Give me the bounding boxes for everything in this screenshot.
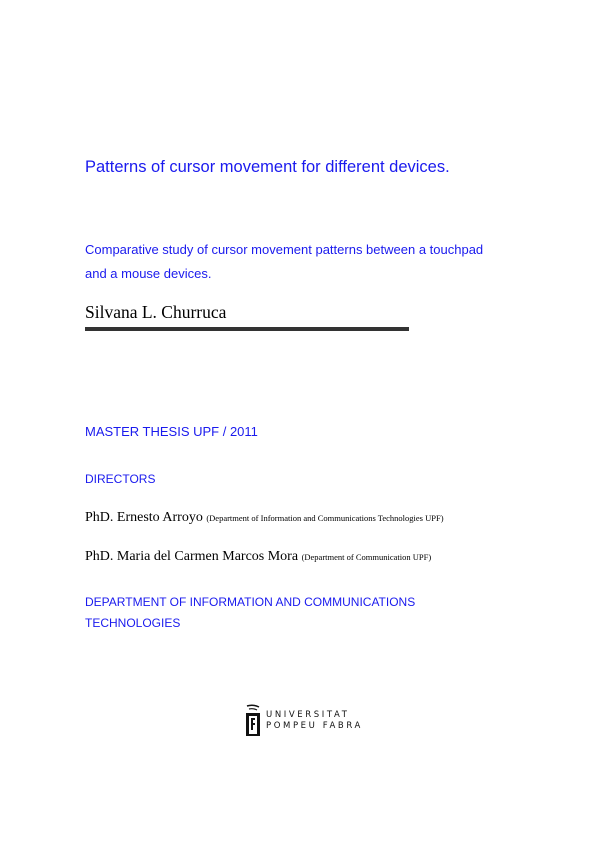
university-name-line2: POMPEU FABRA — [266, 721, 363, 731]
author-underline-rule — [85, 327, 409, 331]
university-name — [266, 710, 363, 732]
upf-logo-icon — [244, 704, 262, 738]
author-name: Silvana L. Churruca — [85, 302, 227, 322]
document-title: Patterns of cursor movement for different devices. — [85, 158, 450, 176]
director-name: PhD. Maria del Carmen Marcos Mora — [85, 549, 299, 564]
thesis-label: MASTER THESIS UPF / 2011 — [85, 424, 258, 439]
director-entry — [85, 549, 431, 565]
director-name: PhD. Ernesto Arroyo — [85, 510, 203, 525]
document-subtitle: Comparative study of cursor movement patterns between a touchpad and a mouse devices. — [85, 242, 484, 281]
director-entry — [85, 510, 444, 526]
director-department: (Department of Communication UPF) — [301, 552, 432, 562]
director-department: (Department of Information and Communications Technologies UPF) — [206, 513, 444, 523]
department-name: DEPARTMENT OF INFORMATION AND COMMUNICATIONS TECHNOLOGIES — [85, 595, 416, 630]
directors-heading: DIRECTORS — [85, 472, 156, 486]
university-name-line1: UNIVERSITAT — [266, 710, 350, 720]
university-logo — [244, 704, 363, 738]
